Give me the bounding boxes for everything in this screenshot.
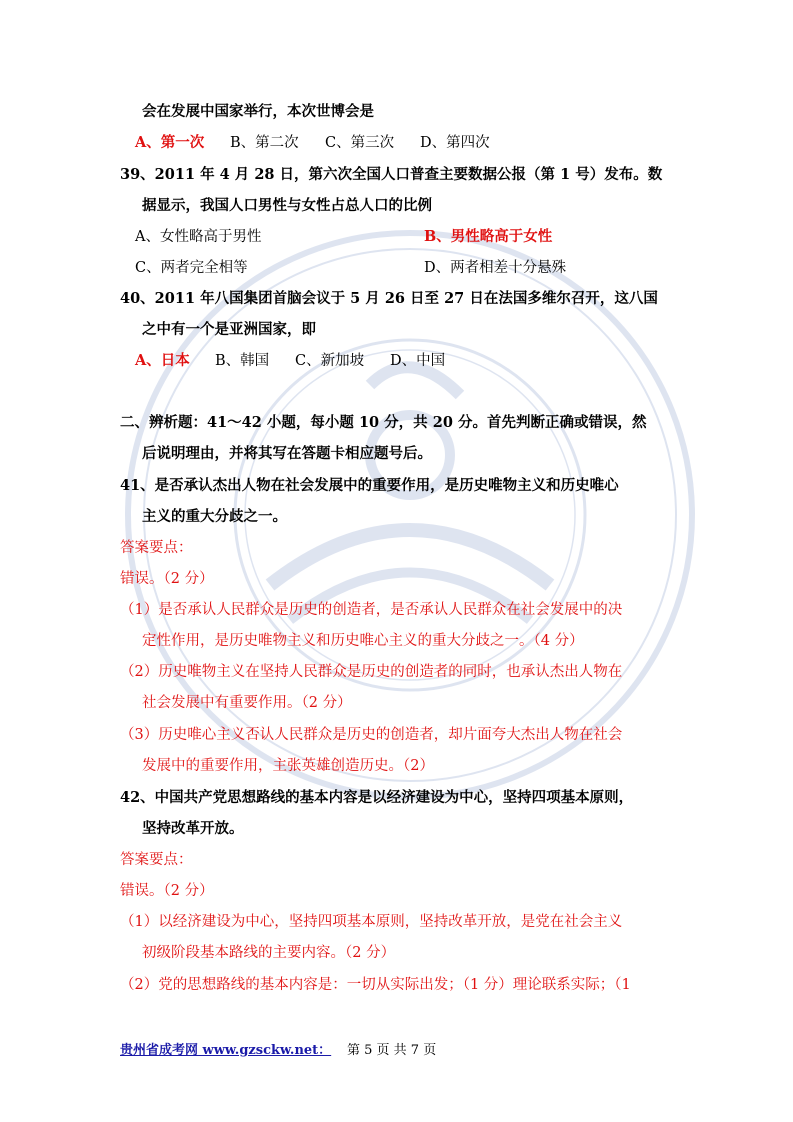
- q42-key-label: 答案要点：: [120, 852, 193, 868]
- q41-point3-a: （3）历史唯心主义否认人民群众是历史的创造者，却片面夸大杰出人物在社会: [120, 727, 623, 743]
- q41-line2: 主义的重大分歧之一。: [142, 508, 287, 525]
- q41-point2-a: （2）历史唯物主义在坚持人民群众是历史的创造者的同时，也承认杰出人物在: [120, 664, 623, 680]
- q42-verdict: 错误。（2 分）: [120, 883, 214, 899]
- q40-options: [135, 351, 445, 371]
- q38-option-b: B、第二次: [230, 135, 299, 151]
- q40-option-c: C、新加坡: [295, 353, 365, 369]
- q39-option-b: B、男性略高于女性: [424, 228, 553, 245]
- q40-option-b: B、韩国: [215, 353, 270, 369]
- q41-point1-b: 定性作用，是历史唯物主义和历史唯心主义的重大分歧之一。（4 分）: [142, 633, 584, 649]
- q40-option-a: A、日本: [135, 352, 190, 369]
- q39-option-c: C、两者完全相等: [135, 260, 248, 276]
- q39-option-a: A、女性略高于男性: [135, 229, 262, 245]
- q39-line2: 据显示，我国人口男性与女性占总人口的比例: [142, 197, 432, 214]
- q41-verdict: 错误。（2 分）: [120, 571, 214, 587]
- footer-page-number: 第 5 页 共 7 页: [347, 1043, 437, 1058]
- q42-point2-a: （2）党的思想路线的基本内容是：一切从实际出发；（1 分）理论联系实际；（1: [120, 977, 631, 993]
- q40-line1: 40、2011 年八国集团首脑会议于 5 月 26 日至 27 日在法国多维尔召开，这八国: [120, 290, 658, 307]
- q41-point3-b: 发展中的重要作用，主张英雄创造历史。（2）: [142, 758, 434, 774]
- q41-key-label: 答案要点：: [120, 540, 193, 556]
- q39-option-d: D、两者相差十分悬殊: [424, 260, 567, 276]
- q42-line1: 42、中国共产党思想路线的基本内容是以经济建设为中心，坚持四项基本原则，: [120, 789, 634, 806]
- q41-point2-b: 社会发展中有重要作用。（2 分）: [142, 695, 352, 711]
- q38-option-d: D、第四次: [420, 135, 490, 151]
- q42-point1-a: （1）以经济建设为中心，坚持四项基本原则，坚持改革开放，是党在社会主义: [120, 914, 623, 930]
- q38-options: [135, 133, 490, 153]
- q40-option-d: D、中国: [390, 353, 446, 369]
- section2-line2: 后说明理由，并将其写在答题卡相应题号后。: [142, 445, 432, 462]
- q39-line1: 39、2011 年 4 月 28 日，第六次全国人口普查主要数据公报（第 1 号）发布。数: [120, 166, 663, 183]
- q38-tail: 会在发展中国家举行，本次世博会是: [142, 103, 374, 120]
- q42-line2: 坚持改革开放。: [142, 820, 244, 837]
- q41-line1: 41、是否承认杰出人物在社会发展中的重要作用，是历史唯物主义和历史唯心: [120, 477, 619, 494]
- footer-site-link[interactable]: 贵州省成考网 www.gzsckw.net：: [120, 1043, 332, 1058]
- q38-option-c: C、第三次: [325, 135, 395, 151]
- q38-option-a: A、第一次: [135, 134, 205, 151]
- section2-line1: 二、辨析题：41～42 小题，每小题 10 分，共 20 分。首先判断正确或错误，然: [120, 414, 647, 431]
- q41-point1-a: （1）是否承认人民群众是历史的创造者，是否承认人民群众在社会发展中的决: [120, 602, 623, 618]
- q40-line2: 之中有一个是亚洲国家，即: [142, 321, 316, 338]
- q42-point1-b: 初级阶段基本路线的主要内容。（2 分）: [142, 945, 396, 961]
